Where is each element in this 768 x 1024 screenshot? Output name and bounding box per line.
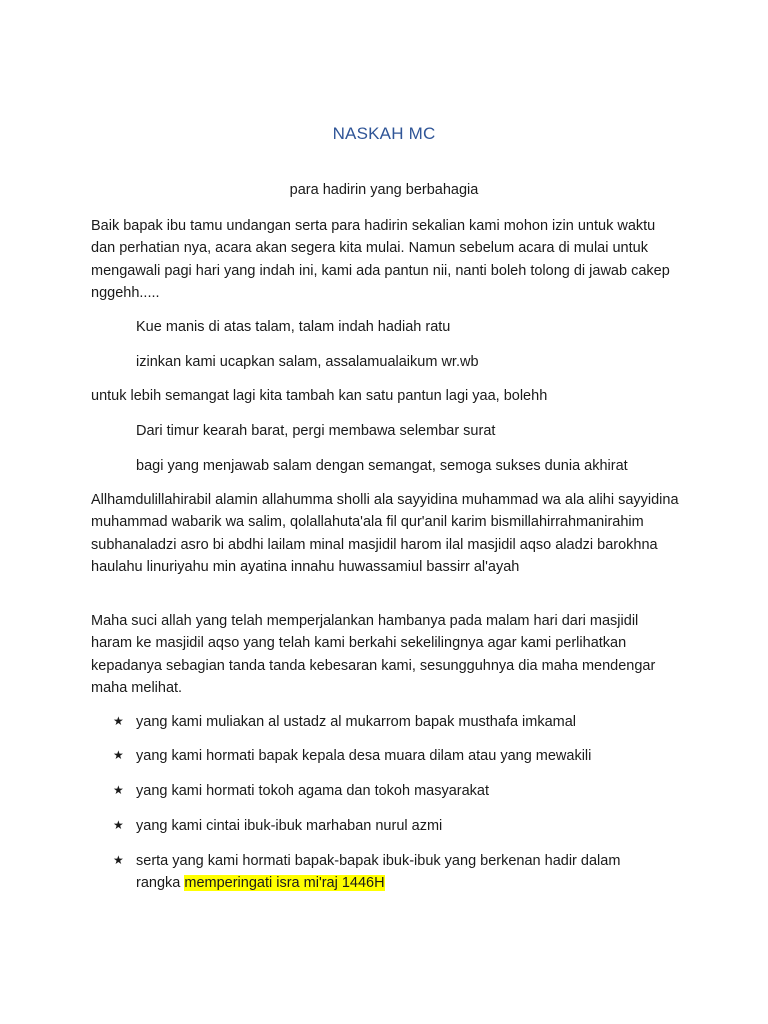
list-item-text: yang kami hormati tokoh agama dan tokoh masyarakat xyxy=(136,783,490,799)
highlighted-text: memperingati isra mi'raj 1446H xyxy=(184,875,385,891)
list-item-text: yang kami muliakan al ustadz al mukarrom bapak musthafa imkamal xyxy=(136,714,577,730)
intro-paragraph: Baik bapak ibu tamu undangan serta para hadirin sekalian kami mohon izin untuk waktu dan perhatian nya, acara akan segera kita mulai. Namun sebelum acara di mulai untuk mengawali pagi hari yang indah ini, kami ada pantun nii, nanti boleh tolong di jawab cakep nggehh..... xyxy=(91,218,670,301)
star-icon: ★ xyxy=(113,853,124,867)
star-icon: ★ xyxy=(113,783,124,797)
list-item-plain-text: serta yang kami hormati bapak-bapak ibuk-ibuk yang berkenan hadir dalam rangka xyxy=(136,853,621,891)
greeting-line: para hadirin yang berbahagia xyxy=(289,182,479,198)
transition-line: untuk lebih semangat lagi kita tambah kan satu pantun lagi yaa, bolehh xyxy=(91,388,548,404)
list-item-text xyxy=(136,850,666,894)
arabic-opening-paragraph: Allhamdulillahirabil alamin allahumma sholli ala sayyidina muhammad wa ala alihi sayyidina muhammad wabarik wa salim, qolallahuta'ala fil qur'anil karim bismillahirrahmanirahim subhanaladzi asro bi abdhi lailam minal masjidil harom ilal masjidil aqso aladzi barokhna haulahu linuriyahu min ayatina innahu huwassamiul bassirr al'ayah xyxy=(91,492,679,575)
pantun-2-line-2: bagi yang menjawab salam dengan semangat, semoga sukses dunia akhirat xyxy=(136,458,628,474)
star-icon: ★ xyxy=(113,714,124,728)
list-item-text: yang kami cintai ibuk-ibuk marhaban nurul azmi xyxy=(136,818,443,834)
star-icon: ★ xyxy=(113,748,124,762)
pantun-1-line-2: izinkan kami ucapkan salam, assalamualaikum wr.wb xyxy=(136,354,479,370)
pantun-1-line-1: Kue manis di atas talam, talam indah hadiah ratu xyxy=(136,319,451,335)
pantun-2-line-1: Dari timur kearah barat, pergi membawa selembar surat xyxy=(136,423,496,439)
document-title: NASKAH MC xyxy=(332,124,436,143)
list-item-text: yang kami hormati bapak kepala desa muara dilam atau yang mewakili xyxy=(136,748,592,764)
star-icon: ★ xyxy=(113,818,124,832)
translation-paragraph: Maha suci allah yang telah memperjalankan hambanya pada malam hari dari masjidil haram ke masjidil aqso yang telah kami berkahi sekelilingnya agar kami perlihatkan kepadanya sebagian tanda tanda kebesaran kami, sesungguhnya dia maha mendengar maha melihat. xyxy=(91,613,656,696)
